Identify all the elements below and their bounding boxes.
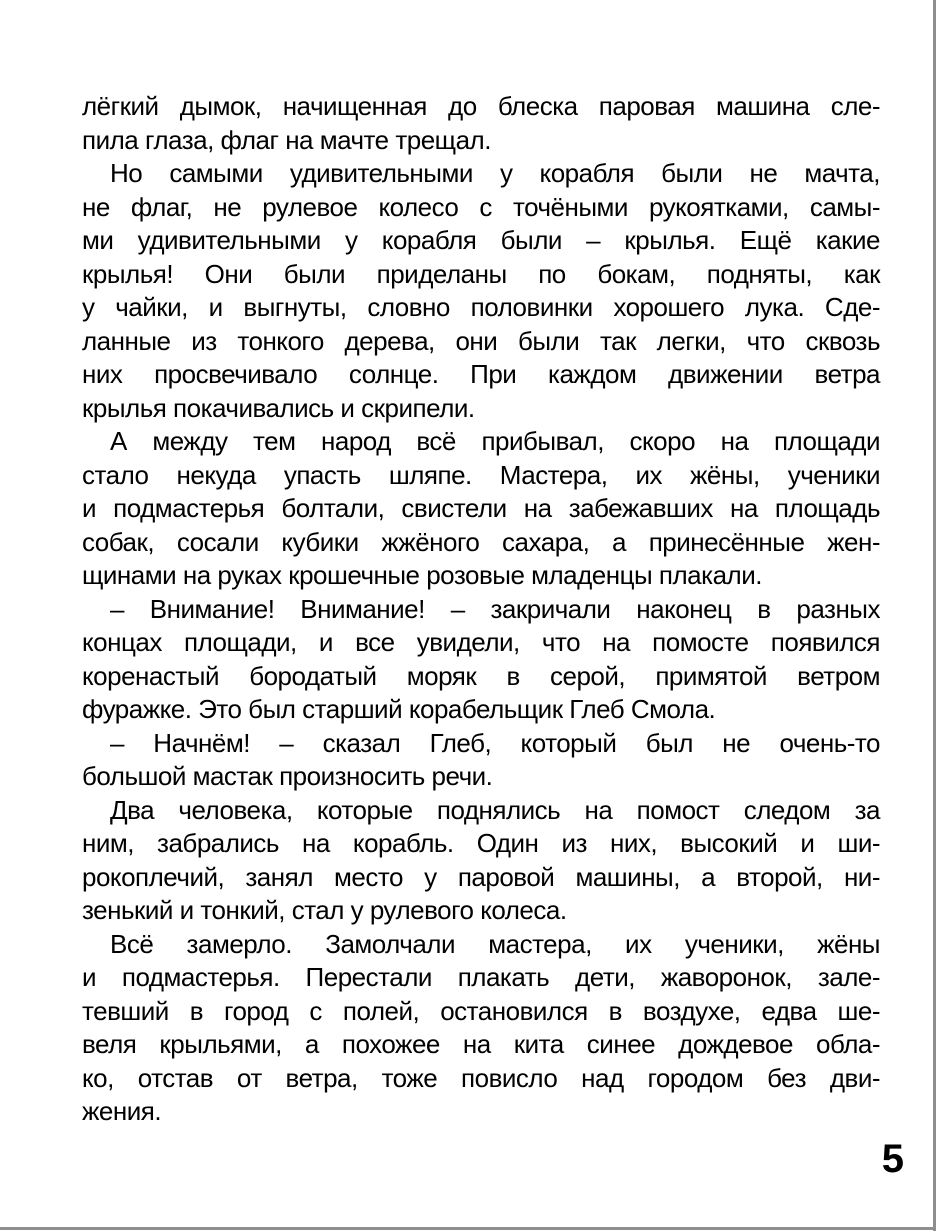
text-line: тевший в город с полей, остановился в воздухе, едва ше-	[82, 995, 880, 1026]
paragraph	[82, 157, 880, 425]
text-line: ланные из тонкого дерева, они были так легки, что сквозь	[82, 325, 880, 356]
paragraph	[82, 425, 880, 593]
text-line: лёгкий дымок, начищенная до блеска паровая машина сле-	[82, 91, 880, 121]
text-line: и подмастерья. Перестали плакать дети, жаворонок, зале-	[82, 962, 880, 992]
text-line: у чайки, и выгнуты, словно половинки хорошего лука. Сде-	[82, 292, 880, 322]
text-line: Два человека, которые поднялись на помост следом за	[110, 794, 880, 825]
page-number: 5	[881, 1137, 904, 1181]
text-line: Всё замерло. Замолчали мастера, их ученики, жёны	[110, 928, 880, 959]
paragraph	[82, 794, 880, 928]
text-line: концах площади, и все увидели, что на помосте появился	[82, 627, 880, 657]
text-line: щинами на руках крошечные розовые младенцы плакали.	[82, 560, 762, 590]
text-line: зенький и тонкий, стал у рулевого колеса.	[82, 895, 567, 925]
text-line: – Внимание! Внимание! – закричали наконец в разных	[110, 593, 880, 624]
text-block	[82, 90, 880, 1129]
text-line: коренастый бородатый моряк в серой, примятой ветром	[82, 660, 880, 691]
text-line: – Начнём! – сказал Глеб, который был не очень-то	[110, 727, 880, 758]
text-line: А между тем народ всё прибывал, скоро на площади	[110, 426, 880, 456]
text-line: них просвечивало солнце. При каждом движении ветра	[82, 359, 880, 389]
text-line: ми удивительными у корабля были – крылья. Ещё какие	[82, 225, 880, 255]
page-edge-bottom	[0, 1227, 936, 1230]
page-edge-right	[933, 0, 936, 1231]
text-line: Но самыми удивительными у корабля были не мачта,	[110, 158, 880, 188]
text-line: веля крыльями, а похожее на кита синее дождевое обла-	[82, 1029, 880, 1059]
text-line: большой мастак произносить речи.	[82, 761, 493, 791]
paragraph	[82, 928, 880, 1129]
text-line: собак, сосали кубики жжёного сахара, а принесённые жен-	[82, 526, 880, 557]
text-line: стало некуда упасть шляпе. Мастера, их жёны, ученики	[82, 459, 880, 490]
text-line: рокоплечий, занял место у паровой машины, а второй, ни-	[82, 861, 880, 892]
text-line: крылья покачивались и скрипели.	[82, 392, 475, 423]
paragraph	[82, 90, 880, 157]
text-line: жения.	[82, 1096, 162, 1126]
paragraph	[82, 727, 880, 794]
text-line: и подмастерья болтали, свистели на забежавших на площадь	[82, 493, 880, 523]
text-line: фуражке. Это был старший корабельщик Глеб Смола.	[82, 694, 716, 724]
text-line: ним, забрались на корабль. Один из них, высокий и ши-	[82, 828, 880, 858]
text-line: ко, отстав от ветра, тоже повисло над городом без дви-	[82, 1062, 880, 1093]
paragraph	[82, 593, 880, 727]
text-line: не флаг, не рулевое колесо с точёными рукоятками, самы-	[82, 191, 880, 222]
text-line: крылья! Они были приделаны по бокам, подняты, как	[82, 258, 880, 289]
text-line: пила глаза, флаг на мачте трещал.	[82, 124, 491, 155]
